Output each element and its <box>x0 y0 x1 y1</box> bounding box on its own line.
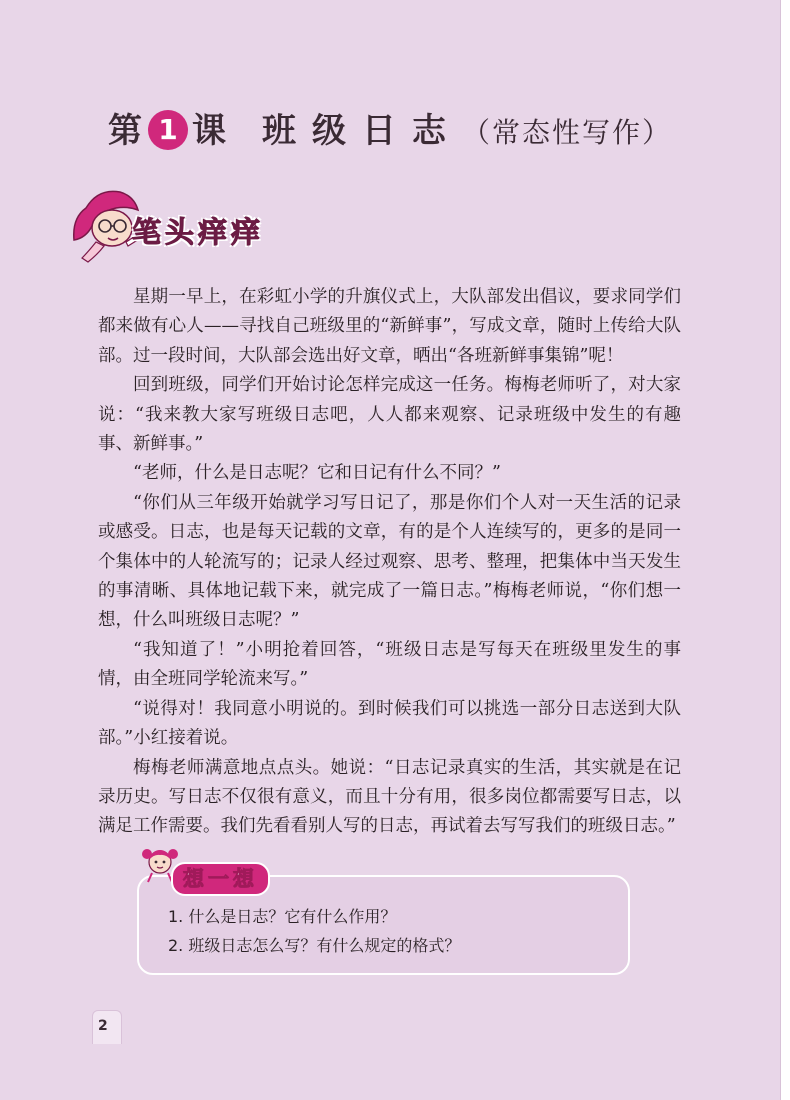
title-sub: （常态性写作） <box>461 116 672 149</box>
body-text <box>98 283 681 842</box>
paragraph: 星期一早上，在彩虹小学的升旗仪式上，大队部发出倡议，要求同学们都来做有心人——寻找自己班级里的“新鲜事”，写成文章，随时上传给大队部。过一段时间，大队部会选出好文章，晒出“各班新鲜事集锦”呢！ <box>98 287 681 366</box>
question-list <box>168 902 608 960</box>
paragraph: “我知道了！”小明抢着回答，“班级日志是写每天在班级里发生的事情，由全班同学轮流来写。” <box>98 639 681 690</box>
title-suffix: 课 <box>191 111 228 151</box>
question-item: 2. 班级日志怎么写？有什么规定的格式？ <box>168 936 461 955</box>
question-item: 1. 什么是日志？它有什么作用？ <box>168 907 397 926</box>
title-main: 班级日志 <box>261 111 462 151</box>
title-prefix: 第 <box>107 111 144 151</box>
think-label: 想一想 <box>171 862 270 896</box>
paragraph: 回到班级，同学们开始讨论怎样完成这一任务。梅梅老师听了，对大家说：“我来教大家写班级日志吧，人人都来观察、记录班级中发生的有趣事、新鲜事。” <box>98 375 681 455</box>
paragraph: “你们从三年级开始就学习写日记了，那是你们个人对一天生活的记录或感受。日志，也是每天记载的文章，有的是个人连续写的，更多的是同一个集体中的人轮流写的；记录人经过观察、思考、整理，把集体中当天发生的事清晰、具体地记载下来，就完成了一篇日志。”梅梅老师说，“你们想一想，什么叫班级日志呢？” <box>98 492 681 631</box>
paragraph: 梅梅老师满意地点点头。她说：“日志记录真实的生活，其实就是在记录历史。写日志不仅很有意义，而且十分有用，很多岗位都需要写日志，以满足工作需要。我们先看看别人写的日志，再试着去写写我们的班级日志。” <box>98 757 681 837</box>
page-edge <box>780 0 790 1100</box>
lesson-number-badge: 1 <box>148 110 188 150</box>
page-number: 2 <box>98 1018 108 1034</box>
lesson-title <box>0 103 780 152</box>
paragraph: “老师，什么是日志呢？它和日记有什么不同？” <box>133 463 501 484</box>
paragraph: “说得对！我同意小明说的。到时候我们可以挑选一部分日志送到大队部。”小红接着说。 <box>98 698 681 749</box>
section-header: 笔头痒痒 <box>132 215 265 249</box>
